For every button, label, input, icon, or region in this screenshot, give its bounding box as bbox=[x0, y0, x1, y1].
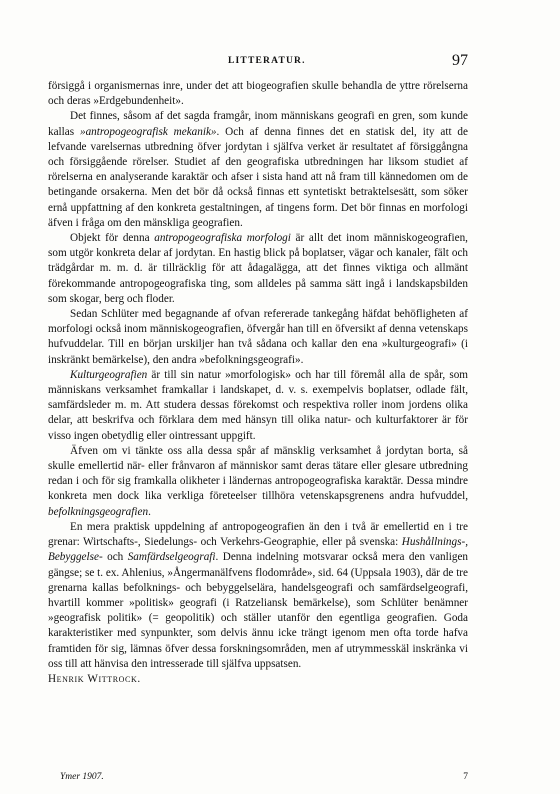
paragraph-7 bbox=[48, 520, 468, 672]
author-signature-line bbox=[48, 672, 468, 687]
article-body bbox=[48, 79, 468, 687]
paragraph-1: försiggå i organismernas inre, under det att biogeografien skulle behandla de yttre rörelserna och deras »Erdgebundenheit». bbox=[48, 80, 468, 108]
page-number: 97 bbox=[452, 52, 468, 69]
paragraph-2-term: »antropogeografisk mekanik» bbox=[79, 125, 217, 138]
paragraph-7-term-2: Samfärdselgeografi bbox=[127, 551, 216, 564]
paragraph-5 bbox=[48, 368, 468, 444]
paragraph-6-text-c: . bbox=[148, 505, 151, 518]
paragraph-6 bbox=[48, 444, 468, 520]
paragraph-2 bbox=[48, 109, 468, 231]
paragraph-3-text-c: är allt det inom människogeografien, som utgör konkreta delar af jordytan. En hastig blick på boplatser, vägar och kanaler, fält och trädgårdar m. m. d. är tillräcklig för att ådagalägga, att det finnes viktiga och allmänt förekommande antropogeografiska ting, som alldeles på samma sätt ingå i landskapsbilden som skogar, berg och floder. bbox=[48, 232, 468, 305]
page-footer bbox=[60, 772, 468, 786]
paragraph-7-text-e: . Denna indelning motsvarar också mera den vanligen gängse; se t. ex. Ahlenius, »Ångermanälfvens flodområde», sid. 64 (Uppsala 1903), där de tre grenarna kallas befolknings- och bebyggelselära, handelsgeografi och samfärdselgeografi, hvartill kommer »politisk» geografi (i Ratzeliansk bemärkelse), som Schlüter benämner »geografisk politik» (= geopolitik) och ställer utanför den egentliga geografien. Goda karakteristiker med synpunkter, som delvis ännu icke trängt igenom men ofta torde hafva framtiden för sig, lämnas öfver dessa forskningsområden, men af utrymmesskäl inskränka vi oss till att hänvisa den intresserade till själfva uppsatsen. bbox=[48, 551, 469, 670]
running-title: LITTERATUR. bbox=[228, 56, 306, 66]
sheet-number: 7 bbox=[463, 772, 468, 782]
paragraph-2-text-c: . Och af denna finnes det en statisk del, ity att de lefvande varelsernas utbredning öfver jordytan i själfva verket är resultatet af försiggångna och försiggående rörelser. Studiet af den geografiska utbredningen har liksom studiet af rörelserna en analyserande karaktär och afser i sista hand att nå fram till kännedomen om de betingande orsakerna. Men det bör då också finnas ett syntetiskt betraktelsesätt, som söker ernå uppfattning af den konkreta gestaltningen, af tingens form. Det bör finnas en morfologi äfven i fråga om den mänskliga geografien. bbox=[48, 125, 468, 229]
paragraph-2-text-a: Det finnes, såsom af det sagda framgår, inom människans geografi en gren, som kunde kallas bbox=[48, 110, 468, 138]
paragraph-3-text-a: Objekt för denna bbox=[70, 232, 155, 245]
paragraph-5-text-b: är till sin natur »morfologisk» och har till föremål alla de spår, som människans verksamhet framkallar i landskapet, d. v. s. exempelvis boplatser, odlade fält, samfärdsleder m. m. Att studera dessas förekomst och respektiva roller inom jordens olika delar, att beskrifva och förklara dem med hänsyn till olika natur- och kulturfaktorer är för visso ingen obetydlig eller ointressant uppgift. bbox=[48, 368, 468, 442]
paragraph-3 bbox=[48, 231, 468, 307]
paragraph-3-term: antropogeografiska morfologi bbox=[154, 232, 291, 245]
page-header bbox=[48, 52, 468, 74]
paragraph-7-text-c: och bbox=[102, 551, 128, 564]
paragraph-7-text-a: En mera praktisk uppdelning af antropogeografien än den i två är emellertid en i tre grenar: Wirtschafts-, Siedelungs- och Verkehrs-Geographie, eller på svenska: bbox=[48, 520, 468, 549]
paragraph-5-term: Kulturgeografien bbox=[70, 368, 148, 381]
paragraph-7-term-1: Hushållnings-, Bebyggelse- bbox=[48, 536, 468, 564]
signature-mark: Ymer 1907. bbox=[60, 772, 104, 782]
paragraph-4: Sedan Schlüter med begagnande af ofvan refererade tankegång häfdat behöfligheten af morfologi också inom människogeografien, öfvergår han till en öfversikt af denna vetenskaps hufvuddelar. Till en början urskiljer han två sådana och kallar den ena »kulturgeografi» (i inskränkt bemärkelse), den andra »befolkningsgeografi». bbox=[48, 308, 468, 366]
paragraph-6-text-a: Äfven om vi tänkte oss alla dessa spår af mänsklig verksamhet å jordytan borta, så skulle emellertid när- eller frånvaron af människor samt deras tätare eller glesare utbredning redan i och för sig framkalla olikheter i ländernas antropogeografiska karaktär. Dessa mindre konkreta men dock lika verkliga företeelser tillhöra vetenskapsgrenens andra hufvuddel, bbox=[48, 444, 468, 503]
paragraph-6-term: befolkningsgeografien bbox=[48, 505, 149, 518]
author-signature: Henrik Wittrock. bbox=[48, 672, 141, 685]
